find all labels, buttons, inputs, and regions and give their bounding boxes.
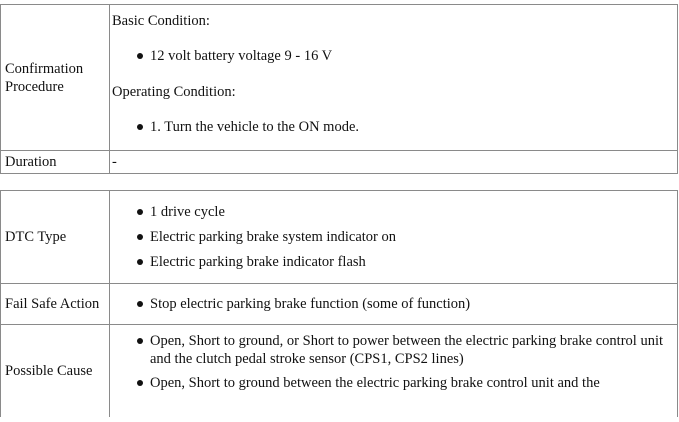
fail-safe-row [1,284,678,325]
dtc-type-row [1,191,678,284]
possible-cause-label: Possible Cause [1,325,110,418]
confirmation-table [0,4,678,174]
fail-safe-item: Stop electric parking brake function (some of function) [112,295,677,313]
basic-condition-title: Basic Condition: [112,13,210,29]
possible-cause-item: Open, Short to ground, or Short to power between the electric parking brake control unit and the clutch pedal stroke sensor (CPS1, CPS2 lines) [112,332,669,368]
confirmation-content [110,5,678,151]
dtc-type-content [110,191,678,284]
fail-safe-label: Fail Safe Action [1,284,110,325]
confirmation-label: Confirmation Procedure [1,5,110,151]
basic-condition-item: 12 volt battery voltage 9 - 16 V [112,47,677,65]
fail-safe-content [110,284,678,325]
duration-value: - [110,151,678,174]
duration-row [1,151,678,174]
dtc-type-item: Electric parking brake indicator flash [112,253,677,271]
dtc-table [0,190,678,417]
duration-label: Duration [1,151,110,174]
dtc-type-item: 1 drive cycle [112,203,677,221]
dtc-type-item: Electric parking brake system indicator on [112,228,677,246]
possible-cause-row [1,325,678,418]
operating-condition-item: 1. Turn the vehicle to the ON mode. [112,118,677,136]
possible-cause-item: Open, Short to ground between the electric parking brake control unit and the [112,374,669,392]
dtc-type-label: DTC Type [1,191,110,284]
operating-condition-title: Operating Condition: [112,84,236,100]
confirmation-row [1,5,678,151]
possible-cause-content [110,325,678,418]
